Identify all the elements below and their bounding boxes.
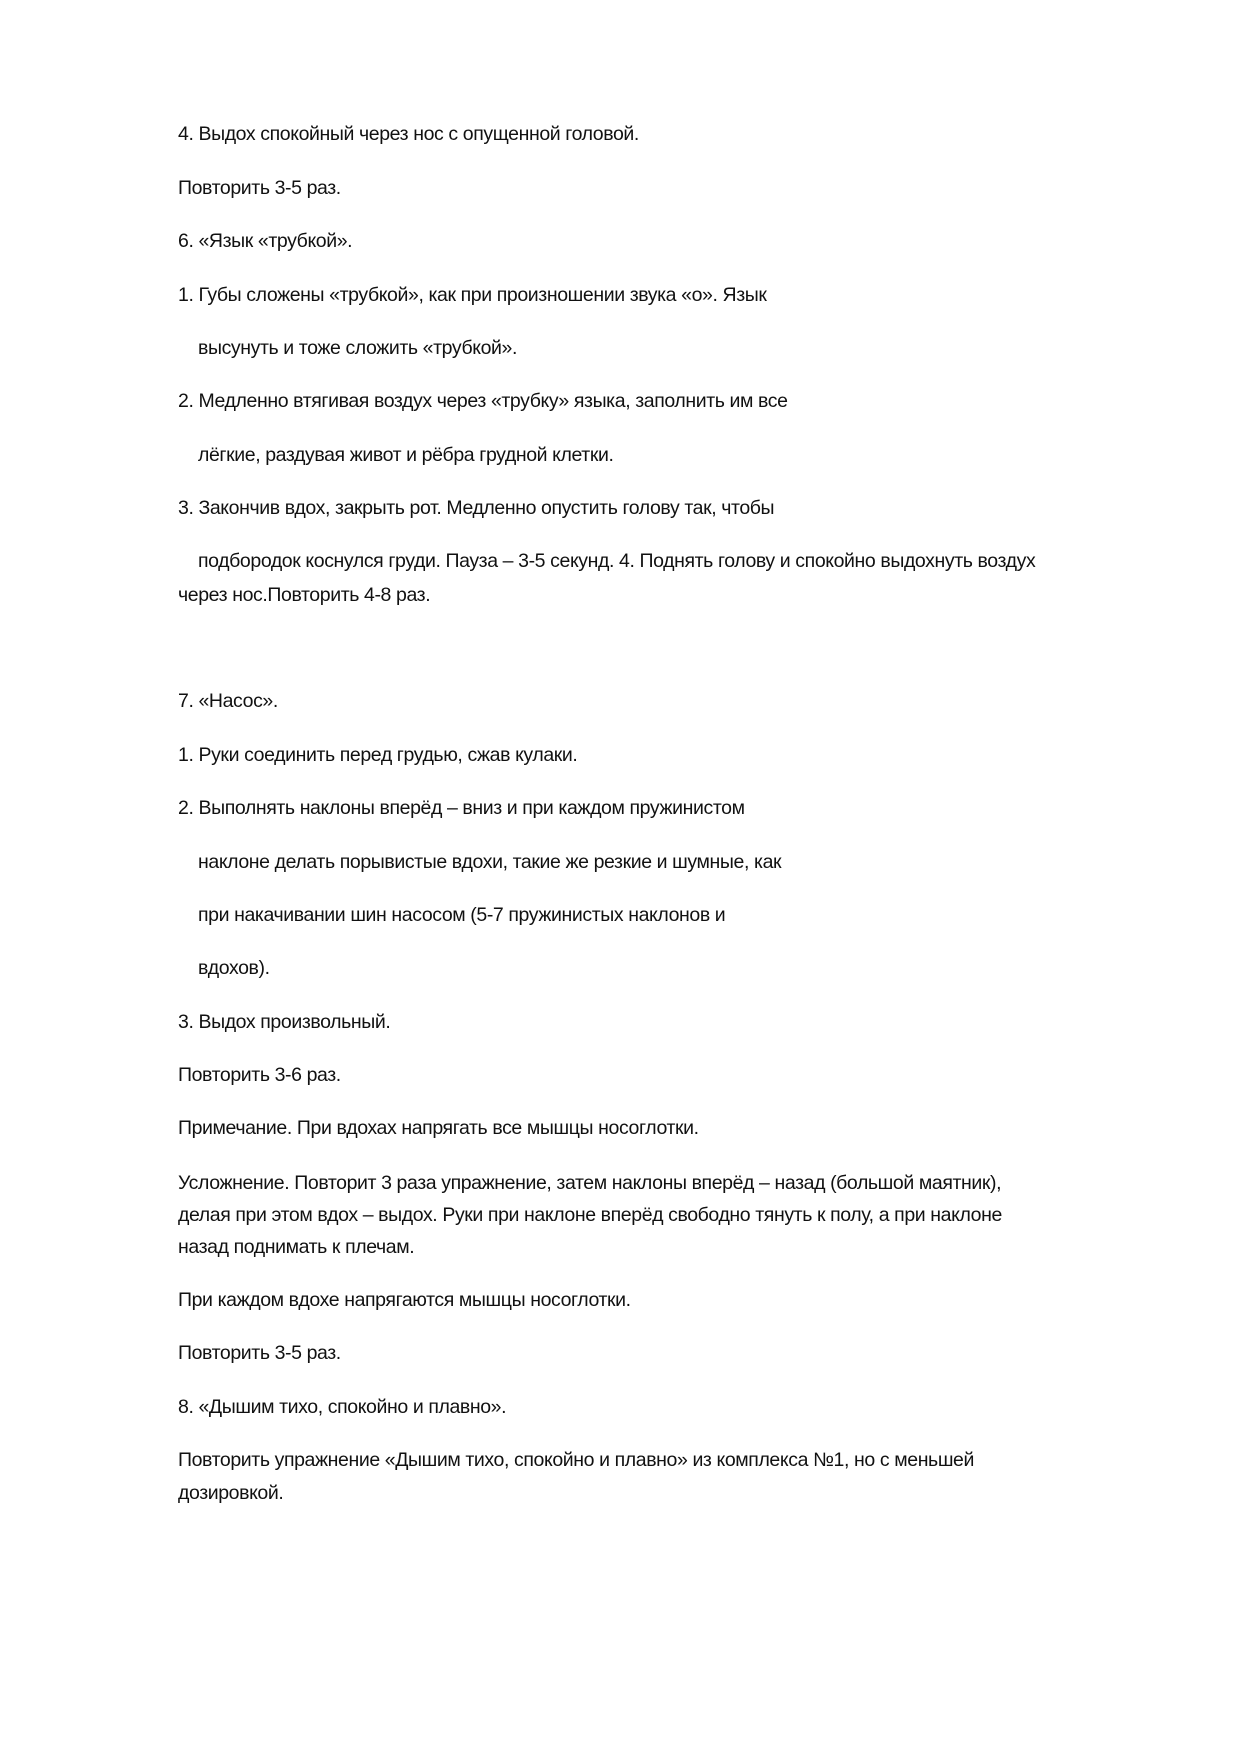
text-line: Повторить 3-5 раз. xyxy=(178,177,341,199)
text-line: 2. Выполнять наклоны вперёд – вниз и при каждом пружинистом xyxy=(178,797,745,819)
text-line: назад поднимать к плечам. xyxy=(178,1236,415,1258)
text-line: дозировкой. xyxy=(178,1482,284,1504)
text-line: 8. «Дышим тихо, спокойно и плавно». xyxy=(178,1396,507,1418)
text-line: высунуть и тоже сложить «трубкой». xyxy=(198,337,517,359)
text-line: Примечание. При вдохах напрягать все мышцы носоглотки. xyxy=(178,1117,699,1139)
text-line: 1. Руки соединить перед грудью, сжав кулаки. xyxy=(178,744,578,766)
text-line: 6. «Язык «трубкой». xyxy=(178,230,353,252)
text-line: через нос.Повторить 4-8 раз. xyxy=(178,584,431,606)
text-line: при накачивании шин насосом (5-7 пружинистых наклонов и xyxy=(198,904,726,926)
text-line: 7. «Насос». xyxy=(178,690,278,712)
text-line: наклоне делать порывистые вдохи, такие же резкие и шумные, как xyxy=(198,851,782,873)
text-line: Усложнение. Повторит 3 раза упражнение, затем наклоны вперёд – назад (большой маятник), xyxy=(178,1172,1002,1194)
text-line: лёгкие, раздувая живот и рёбра грудной клетки. xyxy=(198,444,614,466)
text-line: Повторить 3-6 раз. xyxy=(178,1064,341,1086)
text-line: 3. Закончив вдох, закрыть рот. Медленно опустить голову так, чтобы xyxy=(178,497,775,519)
text-line: делая при этом вдох – выдох. Руки при наклоне вперёд свободно тянуть к полу, а при наклоне xyxy=(178,1204,1002,1226)
text-line: При каждом вдохе напрягаются мышцы носоглотки. xyxy=(178,1289,631,1311)
text-line: Повторить 3-5 раз. xyxy=(178,1342,341,1364)
text-line: подбородок коснулся груди. Пауза – 3-5 секунд. 4. Поднять голову и спокойно выдохнуть воздух xyxy=(198,550,1036,572)
text-line: 1. Губы сложены «трубкой», как при произношении звука «о». Язык xyxy=(178,284,767,306)
text-line: 2. Медленно втягивая воздух через «трубку» языка, заполнить им все xyxy=(178,390,788,412)
text-line: Повторить упражнение «Дышим тихо, спокойно и плавно» из комплекса №1, но с меньшей xyxy=(178,1449,974,1471)
text-line: 3. Выдох произвольный. xyxy=(178,1011,391,1033)
text-line: вдохов). xyxy=(198,957,270,979)
text-line: 4. Выдох спокойный через нос с опущенной головой. xyxy=(178,123,639,145)
